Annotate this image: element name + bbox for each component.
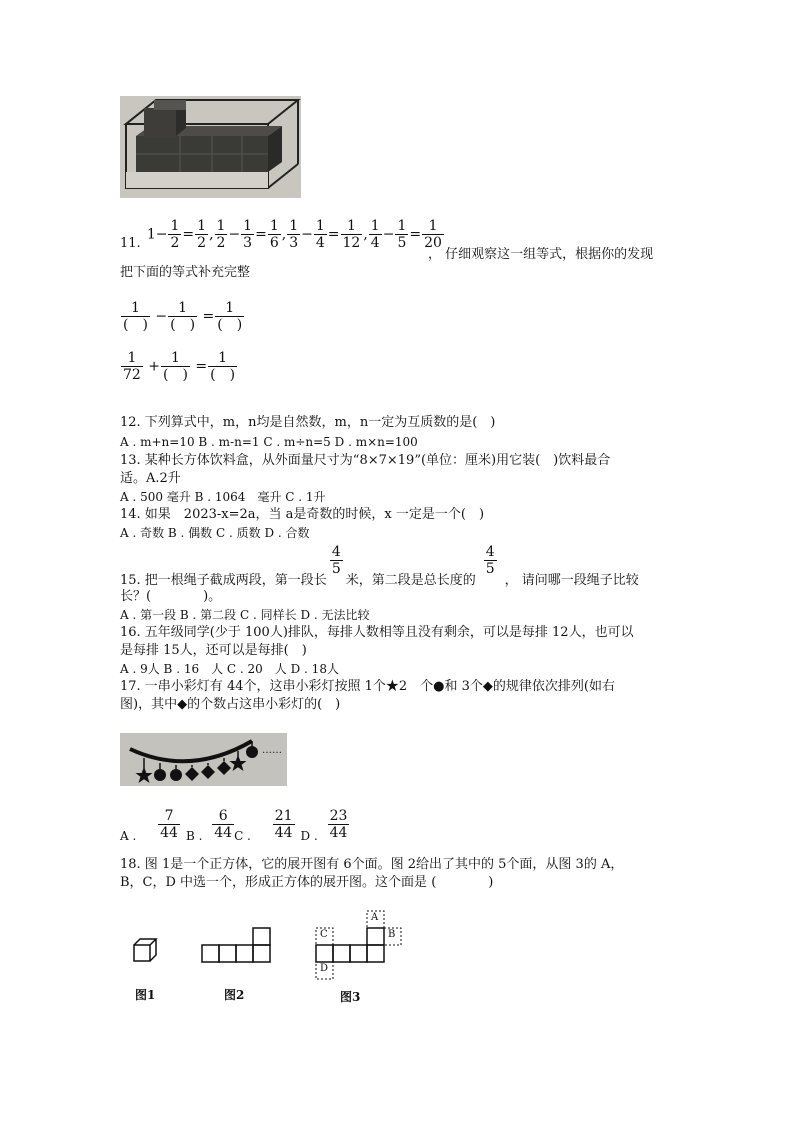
q11-blank-equation-2: $\frac{1}{72}$ + $\frac{1}{( )}$ = $\frac{1}{( )}$: [123, 350, 236, 383]
fig3-label-d: D: [320, 963, 329, 974]
q11-instruction: ， 仔细观察这一组等式，根据你的发现: [428, 247, 654, 262]
q11-instruction-2: 把下面的等式补充完整: [120, 265, 251, 280]
q16-options: A . 9人 B . 16 人 C . 20 人 D . 18人: [120, 662, 339, 676]
fig1-caption: 图1: [135, 988, 156, 1002]
q12-options: A . m+n=10 B . m-n=1 C . m÷n=5 D . m×n=100: [120, 435, 418, 449]
q15-stem-2: 长？( )。: [120, 589, 222, 604]
q13-options: A . 500 毫升 B . 1064 毫升 C . 1升: [120, 490, 326, 504]
q11-sequence: [120, 218, 445, 251]
q16-stem-2: 是每排 15人，还可以是每排( ): [120, 643, 307, 658]
q14-stem: 14. 如果 2023-x=2a，当 a是奇数的时候，x 一定是一个( ): [120, 507, 485, 522]
equation-chain: 1− $\frac{1}{2}$ = $\frac{1}{2}$ , $\frac{1}{2}$ − $\frac{1}{3}$ = $\frac{1}{6}$ , $\frac{1}{3}$ − $\frac{1}{4}$ = $\frac{1}{12}$ , $\frac{1}{4}$ − $\frac{1}{5}$ = $\frac{1}{20}$: [146, 218, 442, 251]
q11-blank-equation-1: $\frac{1}{( )}$ − $\frac{1}{( )}$ = $\frac{1}{( )}$: [123, 300, 243, 333]
fig2-caption: 图2: [224, 988, 245, 1002]
diamond-light-icon: [201, 765, 215, 779]
q18-stem-1: 18. 图 1是一个正方体，它的展开图有 6个面。图 2给出了其中的 5个面，从图 3的 A，: [120, 857, 624, 872]
ellipsis-text: ……: [262, 745, 282, 756]
q17-stem-1: 17. 一串小彩灯有 44个，这串小彩灯按照 1个★2 个●和 3个◆的规律依次排列(如右: [120, 679, 615, 694]
fig2-net: [202, 928, 270, 962]
fig3-label-c: C: [320, 929, 328, 940]
q14-options: A . 奇数 B . 偶数 C . 质数 D . 合数: [120, 526, 310, 540]
cubes-in-box-photo: [120, 96, 301, 198]
q15-options: A . 第一段 B . 第二段 C . 同样长 D . 无法比较: [120, 608, 370, 622]
light-string-photo: [120, 733, 287, 786]
diamond-light-icon: [217, 761, 231, 775]
q18-stem-2: B，C，D 中选一个，形成正方体的展开图。这个面是 ( ): [120, 875, 494, 890]
question-number: 11.: [120, 236, 141, 251]
q15-stem: 15. 把一根绳子截成两段，第一段长 $\frac{4}{5}$ 米，第二段是总长度的 $\frac{4}{5}$ ， 请问哪一段绳子比较: [120, 544, 639, 588]
circle-light-icon: [170, 769, 182, 781]
light-string-drawing: [120, 733, 287, 786]
circle-light-icon: [154, 769, 166, 781]
q12-stem: 12. 下列算式中，m，n均是自然数，m，n一定为互质数的是( ): [120, 415, 496, 430]
q16-stem-1: 16. 五年级同学(少于 100人)排队，每排人数相等且没有剩余，可以是每排 12人，也可以: [120, 625, 634, 640]
cubes-in-box-drawing: [120, 96, 301, 198]
q17-stem-2: 图)，其中◆的个数占这串小彩灯的( ): [120, 697, 341, 712]
star-light-icon: [230, 755, 247, 771]
fig3-label-b: B: [388, 929, 396, 940]
fig3-caption: 图3: [340, 990, 361, 1004]
q13-stem-1: 13. 某种长方体饮料盒，从外面量尺寸为“8×7×19”(单位：厘米)用它装( )饮料最合: [120, 453, 611, 468]
star-light-icon: [136, 767, 153, 783]
q17-options: A . $\frac{7}{44}$ B . $\frac{6}{44}$ C . $\frac{21}{44}$ D . $\frac{23}{44}$: [120, 808, 348, 843]
circle-light-icon: [246, 746, 258, 758]
q13-stem-2: 适。A.2升: [120, 471, 181, 486]
diamond-light-icon: [185, 767, 199, 781]
fig1-cube: [134, 939, 156, 961]
fig3-label-a: A: [371, 912, 379, 923]
